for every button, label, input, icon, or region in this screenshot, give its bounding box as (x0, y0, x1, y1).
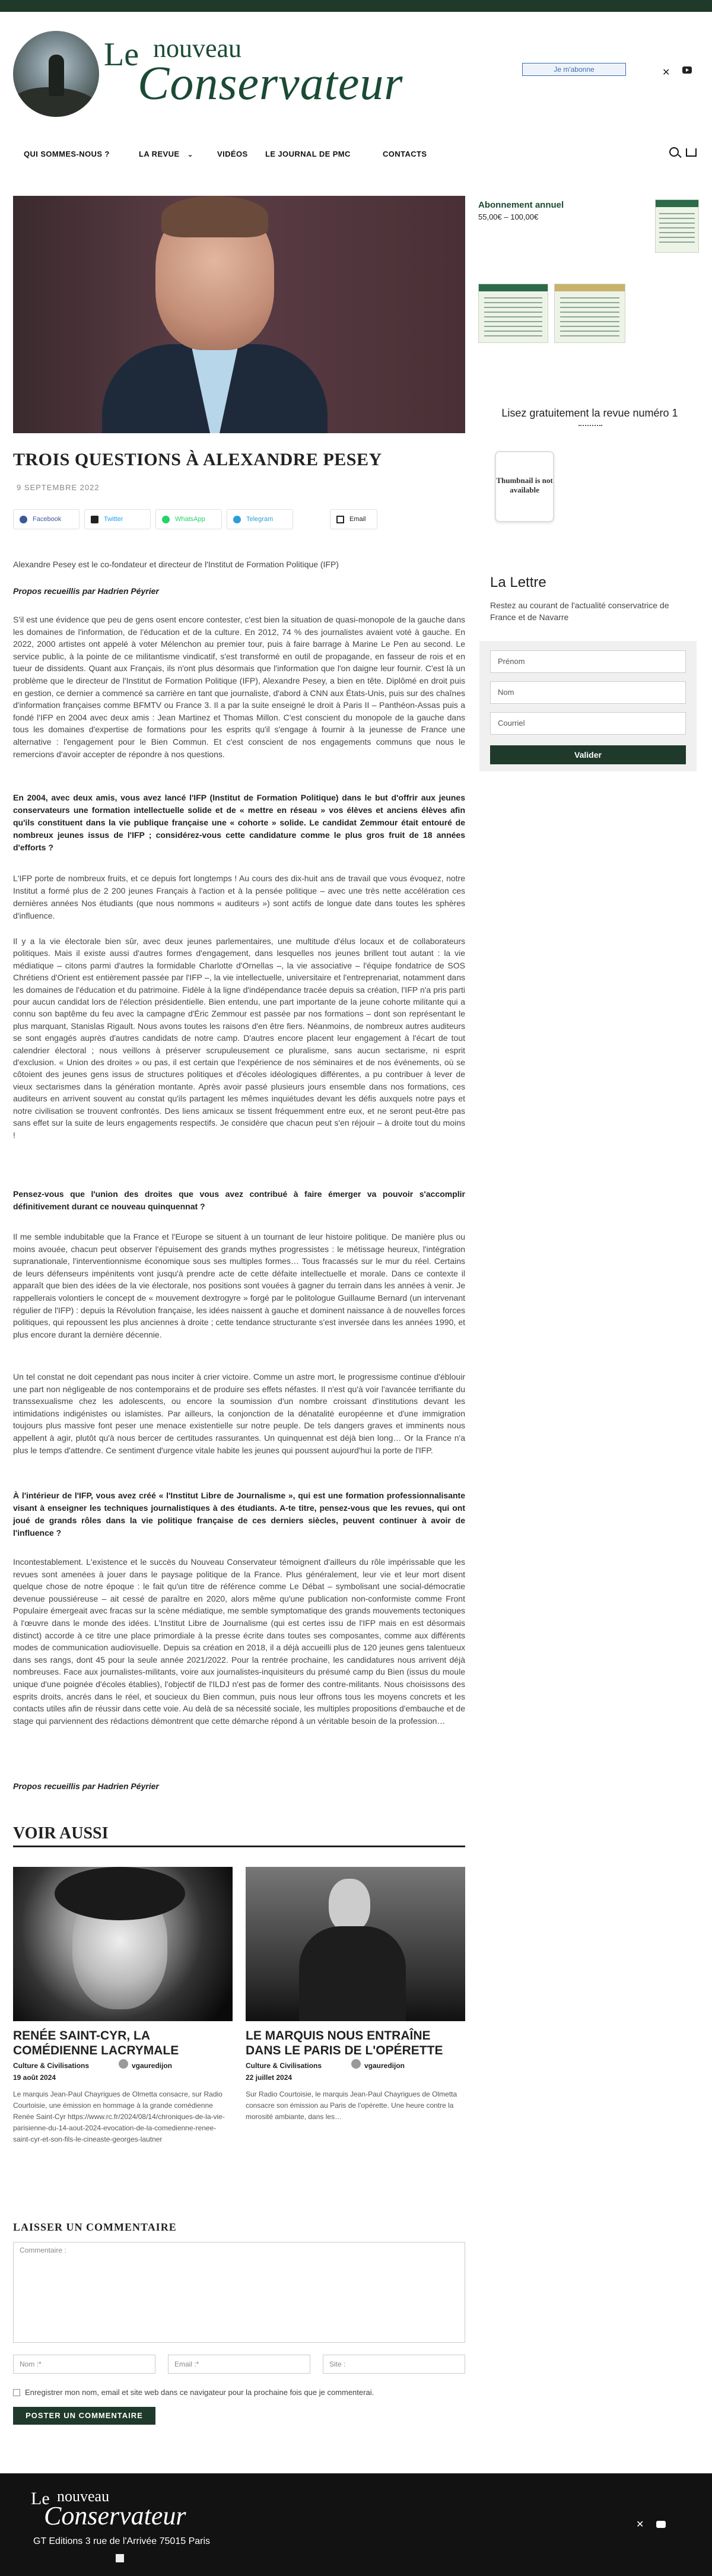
post-comment-button[interactable]: POSTER UN COMMENTAIRE (13, 2407, 155, 2425)
article-title: TROIS QUESTIONS À ALEXANDRE PESEY (13, 450, 382, 469)
avatar (351, 2059, 361, 2069)
related-category-2[interactable]: Culture & Civilisations (246, 2062, 322, 2070)
article-date: 9 SEPTEMBRE 2022 (17, 483, 100, 492)
x-icon (91, 516, 98, 523)
interview-question: En 2004, avec deux amis, vous avez lancé l'IFP (Institut de Formation Politique) dans le but d'offrir aux jeunes conservateurs une formation intellectuelle solide et de « mettre en réseau » vos élèves et anciens élèves afin qu'ils constituent dans la vie publique française une « cohorte » solide. Le candidat Zemmour était entouré de nombreux jeunes issus de l'IFP ; considérez-vous cette candidature comme le plus gros fruit de 18 années d'efforts ? (13, 793, 465, 852)
top-bar (0, 0, 712, 12)
share-label: Twitter (104, 516, 123, 523)
save-info-checkbox[interactable] (13, 2389, 20, 2396)
related-author-1[interactable]: vgauredijon (132, 2062, 173, 2070)
interview-question: À l'intérieur de l'IFP, vous avez créé « l'Institut Libre de Journalisme », qui est une formation professionnalisante visant à enseigner les techniques journalistiques à des étudiants. A-te titre, pensez-vous que les revues, qui ont joué de grands rôles dans la vie politique française de ces derniers siècles, peuvent continuer à avoir de l'influence ? (13, 1491, 465, 1538)
comment-textarea[interactable]: Commentaire : (13, 2242, 465, 2343)
comment-heading: LAISSER UN COMMENTAIRE (13, 2221, 177, 2233)
article-paragraph: Incontestablement. L'existence et le succès du Nouveau Conservateur témoignent d'ailleurs du rôle impérissable que les revues sont amenées à jouer dans le paysage politique de la France. Plus généralement, leur vie et leur mort disent quelque chose de notre époque : le fait qu'un titre de référence comme Le Débat – symbolisant une social-démocratie devenue poussiéreuse – ait cessé de paraître en 2020, alors même qu'une publication non-conformiste comme Front Populaire émergeait avec fracas sur la scène médiatique, me semble symptomatique des grands mouvements tectoniques à l'œuvre dans le monde des idées. L'Institut Libre de Journalisme (qui est certes issu de l'IFP mais en est désormais distinct) accorde à ce titre une place primordiale à la presse écrite dans toutes ses composantes, comme aux différents modes de communication audiovisuelle. Depuis sa création en 2018, il a déjà accueilli plus de 120 jeunes gens talentueux dans ses rangs, dont 45 pour la seule année 2021/2022. Pour la rentrée prochaine, les candidatures nous arrivent déjà nombreuses. Face aux journalistes-militants, voire aux journalistes-inquisiteurs du présumé camp du Bien (issus du moule unique d'une poignée d'écoles établies), l'objectif de l'ILDJ n'est pas de former des contre-militants. Nous choisissons des esprits droits, ancrés dans le réel, et soucieux du Bien commun, puis nous leur offrons tous les moyens concrets et les contacts utiles afin de réussir dans cette voie. Au delà de sa nécessité sociale, les multiples propositions d'embauche et de stage qui parviennent des rédactions démontrent que cette démarche répond à un véritable besoin de la profession… (13, 1557, 465, 1726)
nav-item-videos[interactable]: VIDÉOS (217, 150, 248, 158)
newsletter-form (479, 641, 697, 771)
related-image-1[interactable] (13, 1867, 233, 2021)
photo-face (329, 1879, 370, 1932)
main-nav (0, 142, 712, 169)
youtube-icon[interactable] (682, 66, 692, 74)
magazine-cover-1[interactable] (655, 199, 699, 253)
related-title-2[interactable]: LE MARQUIS NOUS ENTRAÎNE DANS LE PARIS DE L'OPÉRETTE (246, 2029, 443, 2057)
cart-icon[interactable] (686, 148, 697, 157)
logo-figure (49, 55, 64, 96)
share-label: Telegram (246, 516, 274, 523)
logo-conservateur: Conservateur (138, 58, 403, 110)
subscription-title[interactable]: Abonnement annuel (478, 200, 564, 210)
nav-item-qui-sommes-nous[interactable]: QUI SOMMES-NOUS ? (24, 150, 110, 158)
subscribe-button[interactable]: Je m'abonne (522, 63, 626, 76)
cover-band (479, 284, 548, 291)
logo-emblem[interactable] (13, 31, 99, 117)
chevron-down-icon[interactable]: ⌄ (187, 151, 193, 158)
lastname-field[interactable]: Nom (490, 681, 686, 704)
article-paragraph: Il y a la vie électorale bien sûr, avec deux jeunes parlementaires, une multitude d'élus locaux et de collaborateurs politiques. Mais il existe aussi d'autres formes d'engagement, dans lesquelles nos jeunes brillent tout autant : la vie médiatique – citons parmi d'autres la formidable Charlotte d'Ornellas –, la vie associative – l'équipe fondatrice de SOS Chrétiens d'Orient est entièrement passée par l'IFP –, la vie intellectuelle, universitaire et l'entreprenariat, notamment dans les domaines de l'éducation et du patrimoine. Fidèle à la ligne d'indépendance tracée depuis sa création, l'IFP n'a pris parti pour aucun candidat lors de l'élection présidentielle. Bien entendu, une part importante de la jeune cohorte militante qui a connu son baptême du feu avec la campagne d'Éric Zemmour est passée par nos formations – dont son représentant le plus marquant, Stanislas Rigault. Nous avons toutes les raisons d'en être fiers. Néanmoins, de nombreux autres auditeurs se sont engagés auprès d'autres candidats de notre camp. D'autres encore placent leur engagement à l'écart de tout calendrier électoral ; nous veillons à préserver scrupuleusement ce pluralisme, sans aucun sectarisme, ni esprit d'exclusion. « Union des droites » ou pas, il est certain que l'expérience de nos séminaires et de nos événements, où se côtoient des jeunes gens issus de structures politiques et d'écoles idéologiques différentes, a pu contribuer à lever de vieux sectarismes dans la génération montante. Après avoir passé plusieurs jours ensemble dans nos formations, ces auditeurs en arrivent souvent au constat qu'ils partagent les mêmes inquiétudes devant les défis auxquels notre pays et notre civilisation se trouvent confrontés. Des liens amicaux se tissent fréquemment entre eux, et ne seront peut-être pas sans effet sur la suite de leurs engagements respectifs. Je considère que chacun peut s'en réjouir – à droite tout du moins ! (13, 936, 465, 1140)
footer-logo-nouveau[interactable]: nouveau (57, 2488, 110, 2505)
subscription-price: 55,00€ – 100,00€ (478, 212, 539, 221)
related-author-2[interactable]: vgauredijon (364, 2062, 405, 2070)
magazine-cover-3[interactable] (554, 284, 625, 343)
cover-text-lines (659, 213, 695, 246)
nav-item-la-revue[interactable]: LA REVUE (139, 150, 180, 158)
youtube-icon[interactable] (656, 2521, 666, 2528)
share-label: Facebook (33, 516, 62, 523)
related-heading: VOIR AUSSI (13, 1824, 109, 1843)
share-label: WhatsApp (175, 516, 205, 523)
telegram-icon (233, 516, 241, 523)
share-facebook-button[interactable] (13, 509, 80, 529)
related-image-2[interactable] (246, 1867, 465, 2021)
email-field[interactable]: Courriel (490, 712, 686, 735)
facebook-icon (20, 516, 27, 523)
newsletter-submit-button[interactable]: Valider (490, 745, 686, 764)
article-paragraph: Un tel constat ne doit cependant pas nous inciter à crier victoire. Comme un astre mort, le progressisme continue d'éblouir une part non négligeable de nos contemporains et de produire ses effets néfastes. Il n'est qu'à voir l'avancée terrifiante du transsexualisme chez les adolescents, ou encore la soumission d'un nombre croissant d'institutions devant les intimidations indigénistes ou islamistes. Par ailleurs, la conjonction de la dénatalité européenne et d'une immigration toujours plus massive font peser une menace existentielle sur notre peuple. De tels dangers graves et imminents nous appellent à agir, plutôt qu'à nous bercer de certitudes rassurantes. Un quinquennat est déjà bien long… Or la France n'a plus le temps d'attendre. Ce sentiment d'urgence vitale habite les jeunes qui poussent aujourd'hui la porte de l'IFP. (13, 1372, 465, 1455)
cover-band (555, 284, 625, 291)
photo-suit (299, 1926, 406, 2021)
footer-image-icon (116, 2554, 124, 2562)
share-email-button[interactable] (330, 509, 377, 529)
logo-le: Le (104, 36, 139, 73)
firstname-field[interactable]: Prénom (490, 650, 686, 673)
footer-logo-conservateur[interactable]: Conservateur (44, 2501, 186, 2530)
share-twitter-button[interactable] (84, 509, 151, 529)
article-paragraph: S'il est une évidence que peu de gens osent encore contester, c'est bien la situation de quasi-monopole de la gauche dans les domaines de l'information, de l'éducation et de la culture. En 2012, 74 % des journalistes avaient voté à gauche. En 2022, 2000 artistes ont appelé à voter Mélenchon au premier tour, puis à faire barrage à Marine Le Pen au second. Le service public, à la pointe de ce militantisme vindicatif, s'est transformé en outil de propagande, en fasseur de rois et en tueur de dissidents. Quant aux Français, ils n'ont plus désormais que l'information que l'on daigne leur fournir. C'est là un problème que le directeur de l'Institut de Formation Politique (IFP), Alexandre Pesey, a bien en tête. Diplômé en droit puis en gestion, ce dernier a commencé sa carrière en tant que journaliste, d'abord à CNN aux États-Unis, puis sur des chaînes d'information françaises comme BFMTV ou France 3. Il a par la suite enseigné le droit à Paris II – Panthéon-Assas puis a fondé l'IFP en 2004 avec deux amis : Jean Martinez et Thomas Millon. C'est conscient du monopole de la gauche dans tous les domaines d'expertise de formations pour les esprits qu'il s'engage à fournir à la jeunesse de France une alternative : l'engagement pour le Bien Commun. Et c'est conscient de nos engagements communs que nous le remercions d'avoir accepter de répondre à nos questions. (13, 615, 465, 759)
footer-logo-le[interactable]: Le (31, 2489, 50, 2508)
nav-item-contacts[interactable]: CONTACTS (383, 150, 427, 158)
related-date-1: 19 août 2024 (13, 2073, 56, 2082)
email-field[interactable]: Email :* (168, 2355, 310, 2374)
share-label: Email (349, 516, 366, 523)
related-divider (13, 1846, 465, 1847)
share-whatsapp-button[interactable] (155, 509, 222, 529)
save-info-label: Enregistrer mon nom, email et site web dans ce navigateur pour la prochaine fois que je commenterai. (25, 2388, 374, 2397)
cover-text-lines (560, 297, 619, 336)
article-intro: Alexandre Pesey est le co-fondateur et directeur de l'Institut de Formation Politique (IFP) (13, 560, 339, 569)
article-byline: Propos recueillis par Hadrien Péyrier (13, 1781, 159, 1791)
website-field[interactable]: Site : (323, 2355, 465, 2374)
interview-question: Pensez-vous que l'union des droites que vous avez contribué à faire émerger va pouvoir s'accomplir définitivement durant ce nouveau quinquennat ? (13, 1189, 465, 1211)
search-icon[interactable] (669, 147, 679, 157)
article-paragraph: Il me semble indubitable que la France et l'Europe se situent à un tournant de leur histoire politique. De manière plus ou moins avouée, chacun peut observer l'épuisement des grands mythes progressistes : le métissage heureux, l'intégration supranationale, l'interventionnisme économique sous ses multiples formes… Tous fracassés sur le mur du réel. Certains de leurs défenseurs impénitents vont jusqu'à prendre acte de cette défaite intellectuelle et morale. Dans ce contexte il apparaît que bien des idées de la vie électorale, nos positions sont vouées à gagner du terrain dans les années à venir. Je rappellerais volontiers le concept de « mouvement dextrogyre » forgé par le politologue Guillaume Bernard (un intervenant régulier de l'IFP) : depuis la Révolution française, les idées naissent à gauche et dominent naissance à de nouvelles forces politiques, qui repoussent les plus anciennes à droite ; cette tendance structurante s'est inversée dans les années 1990, et plus encore durant la dernière décennie. (13, 1232, 465, 1339)
hero-hair (161, 196, 268, 237)
related-title-1[interactable]: RENÉE SAINT-CYR, LA COMÉDIENNE LACRYMALE (13, 2029, 179, 2057)
logo-nouveau: nouveau (153, 34, 242, 63)
newsletter-title: La Lettre (490, 574, 546, 590)
cover-band (656, 200, 698, 207)
related-excerpt-2: Sur Radio Courtoisie, le marquis Jean-Paul Chayrigues de Olmetta consacre son émission au Paris de l'opérette. Une heure contre la morosité ambiante, dans les… (246, 2090, 457, 2121)
name-field[interactable]: Nom :* (13, 2355, 155, 2374)
article-byline: Propos recueillis par Hadrien Péyrier (13, 586, 159, 596)
whatsapp-icon (162, 516, 170, 523)
magazine-cover-2[interactable] (478, 284, 548, 343)
related-category-1[interactable]: Culture & Civilisations (13, 2062, 90, 2070)
decorative-divider (578, 421, 602, 426)
cover-text-lines (484, 297, 542, 336)
free-issue-thumbnail[interactable]: Thumbnail is not available (495, 451, 554, 522)
newsletter-text: Restez au courant de l'actualité conservatrice de France et de Navarre (490, 601, 669, 622)
article-hero-image (13, 196, 465, 433)
avatar (119, 2059, 128, 2069)
free-issue-title: Lisez gratuitement la revue numéro 1 (501, 407, 678, 419)
footer-address: GT Editions 3 rue de l'Arrivée 75015 Paris (33, 2536, 211, 2546)
nav-item-journal-pmc[interactable]: LE JOURNAL DE PMC (265, 150, 351, 158)
mail-icon (336, 516, 344, 523)
share-telegram-button[interactable] (227, 509, 293, 529)
related-date-2: 22 juillet 2024 (246, 2073, 293, 2082)
x-icon[interactable]: ✕ (662, 68, 670, 78)
portrait-hair (55, 1867, 185, 1920)
related-excerpt-1: Le marquis Jean-Paul Chayrigues de Olmetta consacre, sur Radio Courtoisie, une émission en hommage à la grande comédienne Renée Saint-Cyr https://www.rc.fr/2024/08/14/chroniques-de-la-vie-parisienne-du-14-aout-2024-evocation-de-la-comedienne-renee-saint-cyr-et-son-fils-le-cineaste-georges-lautner (13, 2090, 225, 2143)
article-paragraph: L'IFP porte de nombreux fruits, et ce depuis fort longtemps ! Au cours des dix-huit ans de travail que vous évoquez, notre Institut a formé plus de 2 200 jeunes Français à l'action et à la pensée politique – avec une très nette accélération ces dernières années Nos étudiants (que nous nommons « auditeurs ») sont actifs de longue date dans toutes les sphères d'influence. (13, 874, 465, 920)
x-icon[interactable]: ✕ (636, 2520, 644, 2530)
